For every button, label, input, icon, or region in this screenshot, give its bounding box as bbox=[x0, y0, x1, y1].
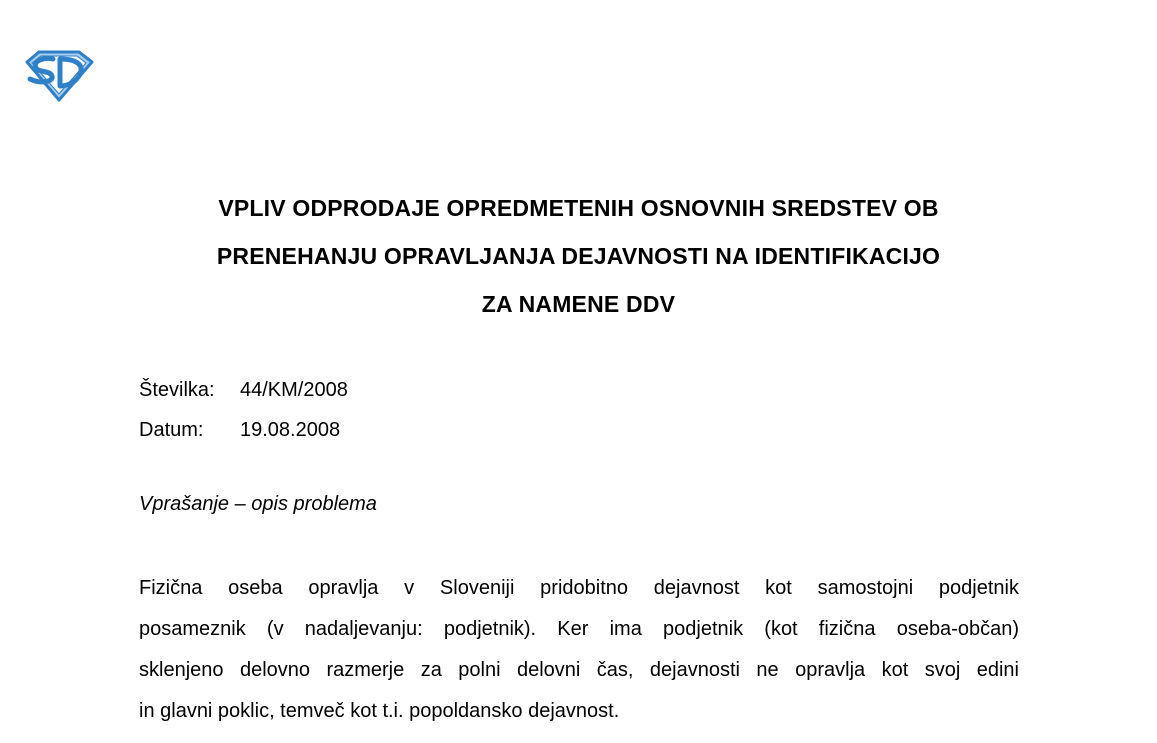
number-row bbox=[139, 370, 348, 410]
date-value: 19.08.2008 bbox=[240, 419, 341, 441]
body-paragraph bbox=[139, 568, 1019, 732]
paragraph-line: posameznik (v nadaljevanju: podjetnik). Ker ima podjetnik (kot fizična oseba-občan) bbox=[139, 618, 1019, 640]
section-heading: Vprašanje – opis problema bbox=[139, 493, 377, 515]
paragraph-line: in glavni poklic, temveč kot t.i. popoldansko dejavnost. bbox=[139, 700, 620, 722]
number-value: 44/KM/2008 bbox=[240, 379, 348, 401]
number-label: Številka: bbox=[139, 379, 215, 401]
date-row bbox=[139, 410, 348, 450]
document-meta bbox=[139, 370, 348, 450]
date-label: Datum: bbox=[139, 419, 204, 441]
title-line: VPLIV ODPRODAJE OPREDMETENIH OSNOVNIH SREDSTEV OB bbox=[218, 195, 939, 221]
document-title bbox=[0, 184, 1157, 328]
sd-shield-logo-icon bbox=[22, 48, 96, 104]
paragraph-line: Fizična oseba opravlja v Sloveniji pridobitno dejavnost kot samostojni podjetnik bbox=[139, 577, 1019, 599]
title-line: ZA NAMENE DDV bbox=[481, 291, 676, 317]
paragraph-line: sklenjeno delovno razmerje za polni delovni čas, dejavnosti ne opravlja kot svoj edini bbox=[139, 659, 1019, 681]
title-line: PRENEHANJU OPRAVLJANJA DEJAVNOSTI NA IDENTIFIKACIJO bbox=[216, 243, 941, 269]
